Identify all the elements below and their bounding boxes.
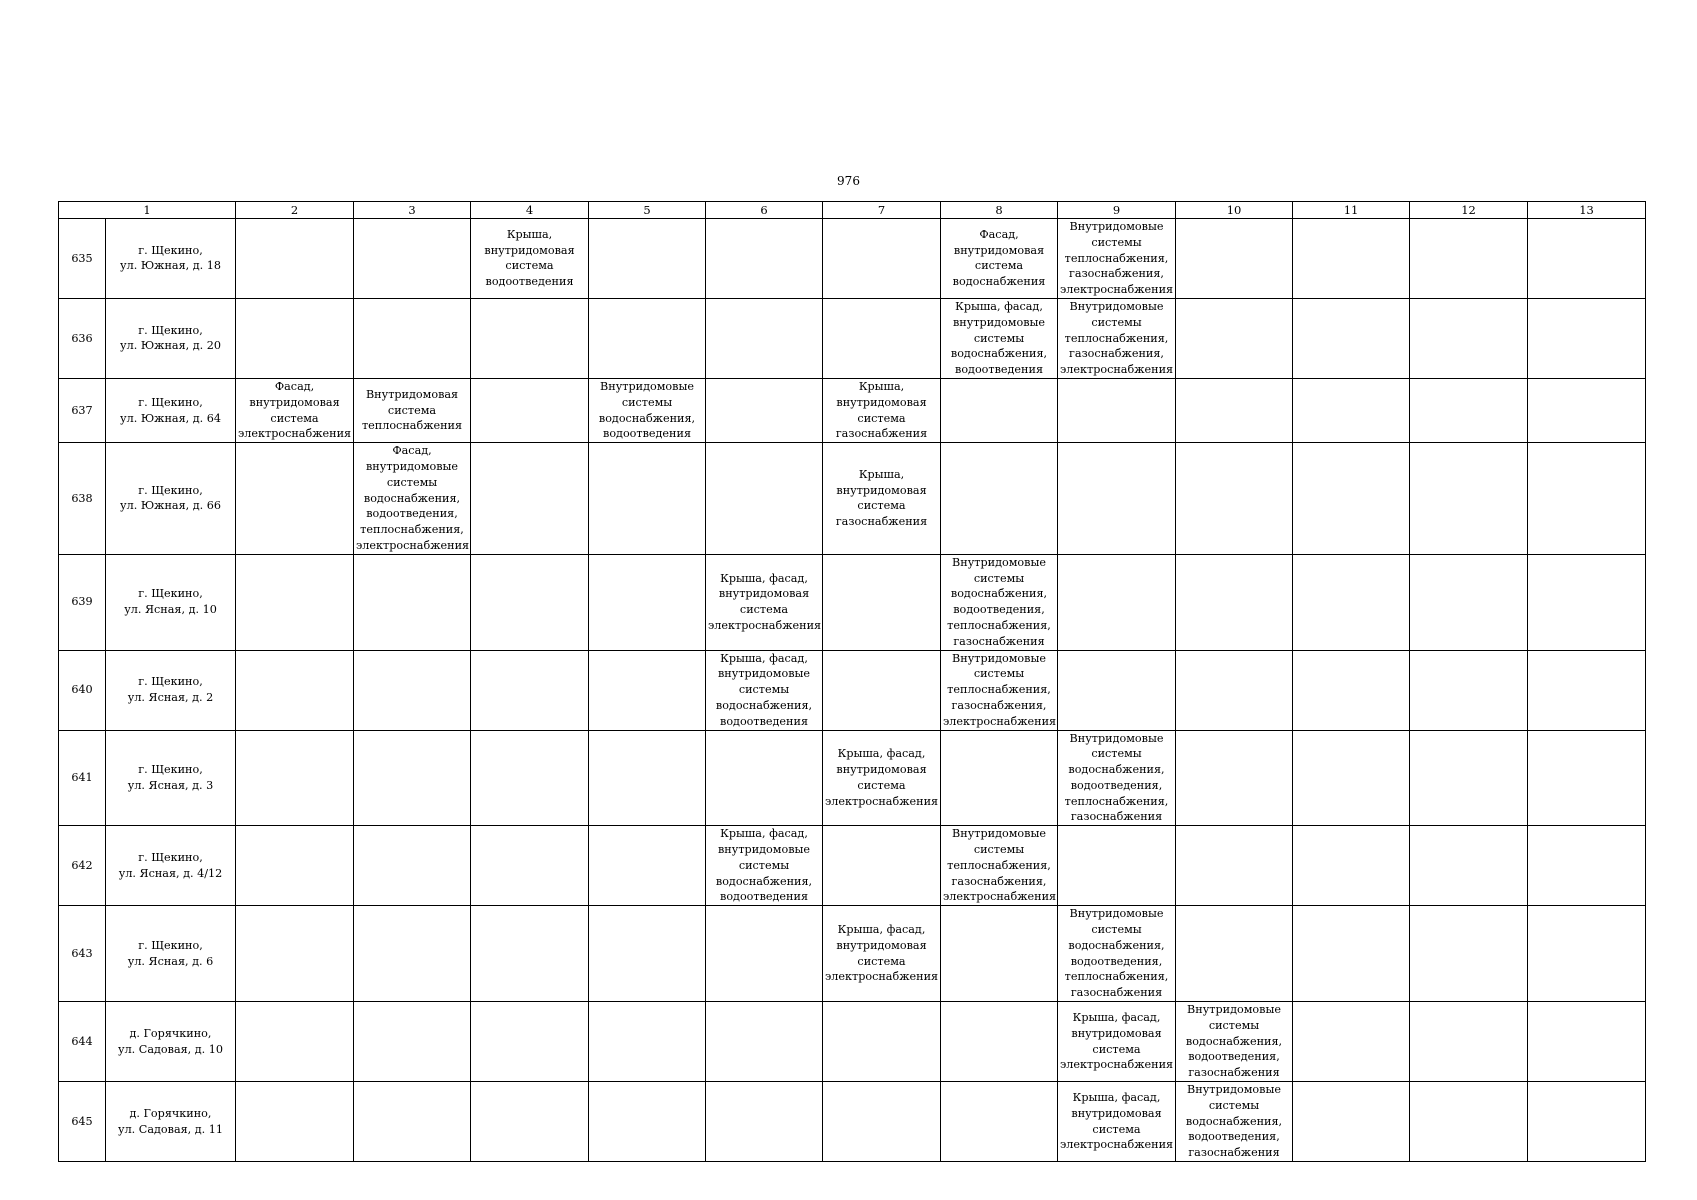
- work-cell: [1058, 378, 1176, 442]
- work-text: Внутридомовые системы водоснабжения, водоотведения: [598, 379, 696, 441]
- work-text: Крыша, фасад, внутридомовая система электроснабжения: [1060, 1090, 1174, 1152]
- work-cell: [1176, 443, 1293, 555]
- table-row: [59, 1002, 1646, 1082]
- address-text: г. Щекино, ул. Южная, д. 66: [120, 483, 221, 513]
- column-header: 4: [471, 202, 589, 219]
- work-cell: [706, 443, 823, 555]
- work-cell: [589, 443, 706, 555]
- work-cell: [236, 378, 354, 442]
- address-cell: [106, 378, 236, 442]
- work-cell: [236, 1082, 354, 1162]
- address-cell: [106, 298, 236, 378]
- work-cell: [1528, 1082, 1646, 1162]
- work-cell: [1058, 1082, 1176, 1162]
- work-cell: [823, 443, 941, 555]
- work-text: Крыша, фасад, внутридомовая система электроснабжения: [708, 571, 822, 632]
- work-cell: [354, 826, 471, 906]
- table-row: [59, 1082, 1646, 1162]
- work-cell: [1058, 554, 1176, 650]
- work-cell: [589, 906, 706, 1002]
- work-text: Внутридомовые системы теплоснабжения, газоснабжения, электроснабжения: [1060, 220, 1174, 297]
- address-cell: [106, 1082, 236, 1162]
- column-header: 11: [1293, 202, 1410, 219]
- work-text: Крыша, фасад, внутридомовая система электроснабжения: [825, 923, 939, 984]
- work-text: Крыша, фасад, внутридомовые системы водоснабжения, водоотведения: [715, 651, 813, 728]
- work-cell: [236, 1002, 354, 1082]
- address-cell: [106, 554, 236, 650]
- work-cell: [589, 1002, 706, 1082]
- work-cell: [823, 906, 941, 1002]
- work-cell: [1176, 826, 1293, 906]
- address-cell: [106, 826, 236, 906]
- work-cell: [823, 1082, 941, 1162]
- work-cell: [1058, 650, 1176, 730]
- work-cell: [823, 650, 941, 730]
- work-cell: [236, 554, 354, 650]
- work-cell: [1410, 378, 1528, 442]
- work-cell: [1293, 298, 1410, 378]
- address-text: г. Щекино, ул. Южная, д. 64: [120, 395, 221, 425]
- table-row: [59, 378, 1646, 442]
- work-cell: [941, 730, 1058, 826]
- work-cell: [1528, 906, 1646, 1002]
- work-cell: [1293, 730, 1410, 826]
- work-text: Фасад, внутридомовая система водоснабжения: [952, 227, 1046, 289]
- column-header: 7: [823, 202, 941, 219]
- work-cell: [589, 378, 706, 442]
- work-cell: [706, 378, 823, 442]
- table-row: [59, 826, 1646, 906]
- work-cell: [1410, 906, 1528, 1002]
- row-number: 644: [59, 1002, 106, 1082]
- work-cell: [823, 730, 941, 826]
- table-row: [59, 298, 1646, 378]
- work-text: Фасад, внутридомовая система электроснабжения: [238, 379, 352, 441]
- work-cell: [1176, 1082, 1293, 1162]
- work-cell: [1410, 219, 1528, 299]
- work-cell: [1528, 826, 1646, 906]
- address-text: г. Щекино, ул. Ясная, д. 10: [124, 587, 217, 617]
- work-cell: [1176, 298, 1293, 378]
- row-number: 645: [59, 1082, 106, 1162]
- work-cell: [1410, 298, 1528, 378]
- work-cell: [1058, 443, 1176, 555]
- work-cell: [1293, 826, 1410, 906]
- work-cell: [1410, 1082, 1528, 1162]
- work-text: Фасад, внутридомовые системы водоснабжения, водоотведения, теплоснабжения, электроснабжения: [356, 444, 470, 552]
- work-cell: [706, 298, 823, 378]
- page-number: 976: [837, 174, 860, 188]
- work-cell: [471, 650, 589, 730]
- work-cell: [354, 650, 471, 730]
- column-header: 5: [589, 202, 706, 219]
- row-number: 639: [59, 554, 106, 650]
- work-cell: [354, 298, 471, 378]
- work-cell: [1293, 554, 1410, 650]
- work-cell: [471, 298, 589, 378]
- work-text: Крыша, фасад, внутридомовая система электроснабжения: [825, 747, 939, 808]
- address-cell: [106, 1002, 236, 1082]
- work-cell: [823, 378, 941, 442]
- work-cell: [941, 219, 1058, 299]
- work-text: Внутридомовые системы водоснабжения, водоотведения, газоснабжения: [1185, 1083, 1283, 1160]
- work-cell: [471, 826, 589, 906]
- work-cell: [1293, 1082, 1410, 1162]
- work-cell: [706, 1082, 823, 1162]
- work-cell: [1528, 443, 1646, 555]
- work-cell: [1293, 650, 1410, 730]
- work-cell: [823, 1002, 941, 1082]
- work-text: Внутридомовые системы теплоснабжения, газоснабжения, электроснабжения: [1060, 299, 1174, 377]
- work-text: Крыша, внутридомовая система газоснабжения: [835, 467, 928, 529]
- address-cell: [106, 219, 236, 299]
- work-cell: [1058, 826, 1176, 906]
- column-header: 13: [1528, 202, 1646, 219]
- work-cell: [941, 298, 1058, 378]
- work-cell: [1293, 443, 1410, 555]
- table-row: [59, 650, 1646, 730]
- work-cell: [236, 906, 354, 1002]
- work-text: Внутридомовые системы водоснабжения, водоотведения, теплоснабжения, газоснабжения: [1064, 907, 1169, 1000]
- column-header: 3: [354, 202, 471, 219]
- work-cell: [1058, 219, 1176, 299]
- work-cell: [354, 1082, 471, 1162]
- work-text: Крыша, фасад, внутридомовые системы водоснабжения, водоотведения: [715, 827, 813, 904]
- work-cell: [471, 730, 589, 826]
- work-cell: [1176, 650, 1293, 730]
- work-text: Крыша, внутридомовая система газоснабжения: [835, 379, 928, 441]
- work-cell: [1528, 650, 1646, 730]
- column-header: 12: [1410, 202, 1528, 219]
- work-cell: [354, 554, 471, 650]
- work-text: Внутридомовая система теплоснабжения: [361, 387, 463, 433]
- column-header: 1: [59, 202, 236, 219]
- work-cell: [1058, 298, 1176, 378]
- work-cell: [1176, 1002, 1293, 1082]
- work-cell: [354, 378, 471, 442]
- work-text: Крыша, фасад, внутридомовая система электроснабжения: [1060, 1010, 1174, 1072]
- work-cell: [1528, 730, 1646, 826]
- table-row: [59, 443, 1646, 555]
- work-cell: [1528, 219, 1646, 299]
- table-row: [59, 219, 1646, 299]
- work-cell: [823, 554, 941, 650]
- work-cell: [941, 826, 1058, 906]
- work-cell: [236, 650, 354, 730]
- work-cell: [471, 906, 589, 1002]
- work-cell: [1410, 443, 1528, 555]
- work-cell: [1293, 906, 1410, 1002]
- table-header: [59, 202, 1646, 219]
- work-cell: [236, 826, 354, 906]
- work-cell: [706, 1002, 823, 1082]
- work-cell: [471, 554, 589, 650]
- work-cell: [354, 1002, 471, 1082]
- column-header: 6: [706, 202, 823, 219]
- work-cell: [471, 1002, 589, 1082]
- row-number: 637: [59, 378, 106, 442]
- work-cell: [589, 1082, 706, 1162]
- work-cell: [1410, 730, 1528, 826]
- address-cell: [106, 730, 236, 826]
- work-cell: [1410, 554, 1528, 650]
- work-cell: [941, 1082, 1058, 1162]
- work-cell: [1058, 906, 1176, 1002]
- address-text: г. Щекино, ул. Южная, д. 18: [120, 243, 221, 273]
- work-cell: [941, 554, 1058, 650]
- work-cell: [1058, 1002, 1176, 1082]
- work-text: Внутридомовые системы водоснабжения, водоотведения, теплоснабжения, газоснабжения: [1064, 731, 1169, 824]
- work-cell: [471, 443, 589, 555]
- work-cell: [1528, 298, 1646, 378]
- row-number: 640: [59, 650, 106, 730]
- column-header: 2: [236, 202, 354, 219]
- table-row: [59, 730, 1646, 826]
- work-cell: [1176, 219, 1293, 299]
- work-cell: [941, 378, 1058, 442]
- work-cell: [354, 906, 471, 1002]
- address-text: д. Горячкино, ул. Садовая, д. 10: [117, 1026, 224, 1056]
- work-cell: [471, 378, 589, 442]
- work-text: Крыша, внутридомовая система водоотведения: [484, 227, 575, 289]
- table-row: [59, 906, 1646, 1002]
- row-number: 643: [59, 906, 106, 1002]
- work-cell: [706, 730, 823, 826]
- work-text: Внутридомовые системы теплоснабжения, газоснабжения, электроснабжения: [943, 651, 1057, 728]
- address-text: г. Щекино, ул. Ясная, д. 4/12: [118, 850, 223, 880]
- address-cell: [106, 443, 236, 555]
- work-cell: [706, 826, 823, 906]
- work-cell: [706, 219, 823, 299]
- work-text: Крыша, фасад, внутридомовые системы водоснабжения, водоотведения: [950, 299, 1048, 377]
- work-text: Внутридомовые системы теплоснабжения, газоснабжения, электроснабжения: [943, 827, 1057, 904]
- row-number: 635: [59, 219, 106, 299]
- work-cell: [706, 650, 823, 730]
- address-text: г. Щекино, ул. Ясная, д. 2: [127, 675, 214, 704]
- work-cell: [1528, 378, 1646, 442]
- column-header: 10: [1176, 202, 1293, 219]
- table-row: [59, 554, 1646, 650]
- work-cell: [1410, 650, 1528, 730]
- work-cell: [589, 826, 706, 906]
- work-cell: [354, 219, 471, 299]
- work-text: Внутридомовые системы водоснабжения, водоотведения, теплоснабжения, газоснабжения: [947, 555, 1051, 648]
- work-cell: [471, 219, 589, 299]
- work-cell: [941, 906, 1058, 1002]
- work-cell: [589, 730, 706, 826]
- work-cell: [1293, 378, 1410, 442]
- work-cell: [471, 1082, 589, 1162]
- work-cell: [1293, 219, 1410, 299]
- work-cell: [1176, 378, 1293, 442]
- work-text: Внутридомовые системы водоснабжения, водоотведения, газоснабжения: [1185, 1003, 1283, 1080]
- work-cell: [236, 219, 354, 299]
- work-cell: [354, 730, 471, 826]
- address-text: г. Щекино, ул. Ясная, д. 6: [127, 938, 214, 968]
- work-cell: [706, 906, 823, 1002]
- work-cell: [589, 554, 706, 650]
- work-cell: [941, 650, 1058, 730]
- row-number: 638: [59, 443, 106, 555]
- work-cell: [236, 730, 354, 826]
- row-number: 642: [59, 826, 106, 906]
- work-cell: [589, 650, 706, 730]
- table-body: [59, 219, 1646, 1162]
- work-cell: [1528, 554, 1646, 650]
- work-cell: [1058, 730, 1176, 826]
- address-cell: [106, 906, 236, 1002]
- work-cell: [941, 1002, 1058, 1082]
- row-number: 636: [59, 298, 106, 378]
- work-cell: [589, 219, 706, 299]
- work-cell: [1176, 554, 1293, 650]
- work-cell: [589, 298, 706, 378]
- work-cell: [823, 826, 941, 906]
- work-cell: [823, 219, 941, 299]
- repair-schedule-table: [58, 201, 1646, 1162]
- address-text: д. Горячкино, ул. Садовая, д. 11: [117, 1106, 224, 1136]
- work-cell: [1528, 1002, 1646, 1082]
- work-cell: [1176, 730, 1293, 826]
- column-header: 9: [1058, 202, 1176, 219]
- work-cell: [941, 443, 1058, 555]
- row-number: 641: [59, 730, 106, 826]
- work-cell: [1410, 826, 1528, 906]
- address-cell: [106, 650, 236, 730]
- work-cell: [354, 443, 471, 555]
- work-cell: [1410, 1002, 1528, 1082]
- work-cell: [823, 298, 941, 378]
- work-cell: [236, 298, 354, 378]
- work-cell: [1176, 906, 1293, 1002]
- column-header: 8: [941, 202, 1058, 219]
- address-text: г. Щекино, ул. Южная, д. 20: [120, 323, 221, 353]
- work-cell: [236, 443, 354, 555]
- column-number-row: [59, 202, 1646, 219]
- address-text: г. Щекино, ул. Ясная, д. 3: [127, 763, 214, 792]
- work-cell: [706, 554, 823, 650]
- work-cell: [1293, 1002, 1410, 1082]
